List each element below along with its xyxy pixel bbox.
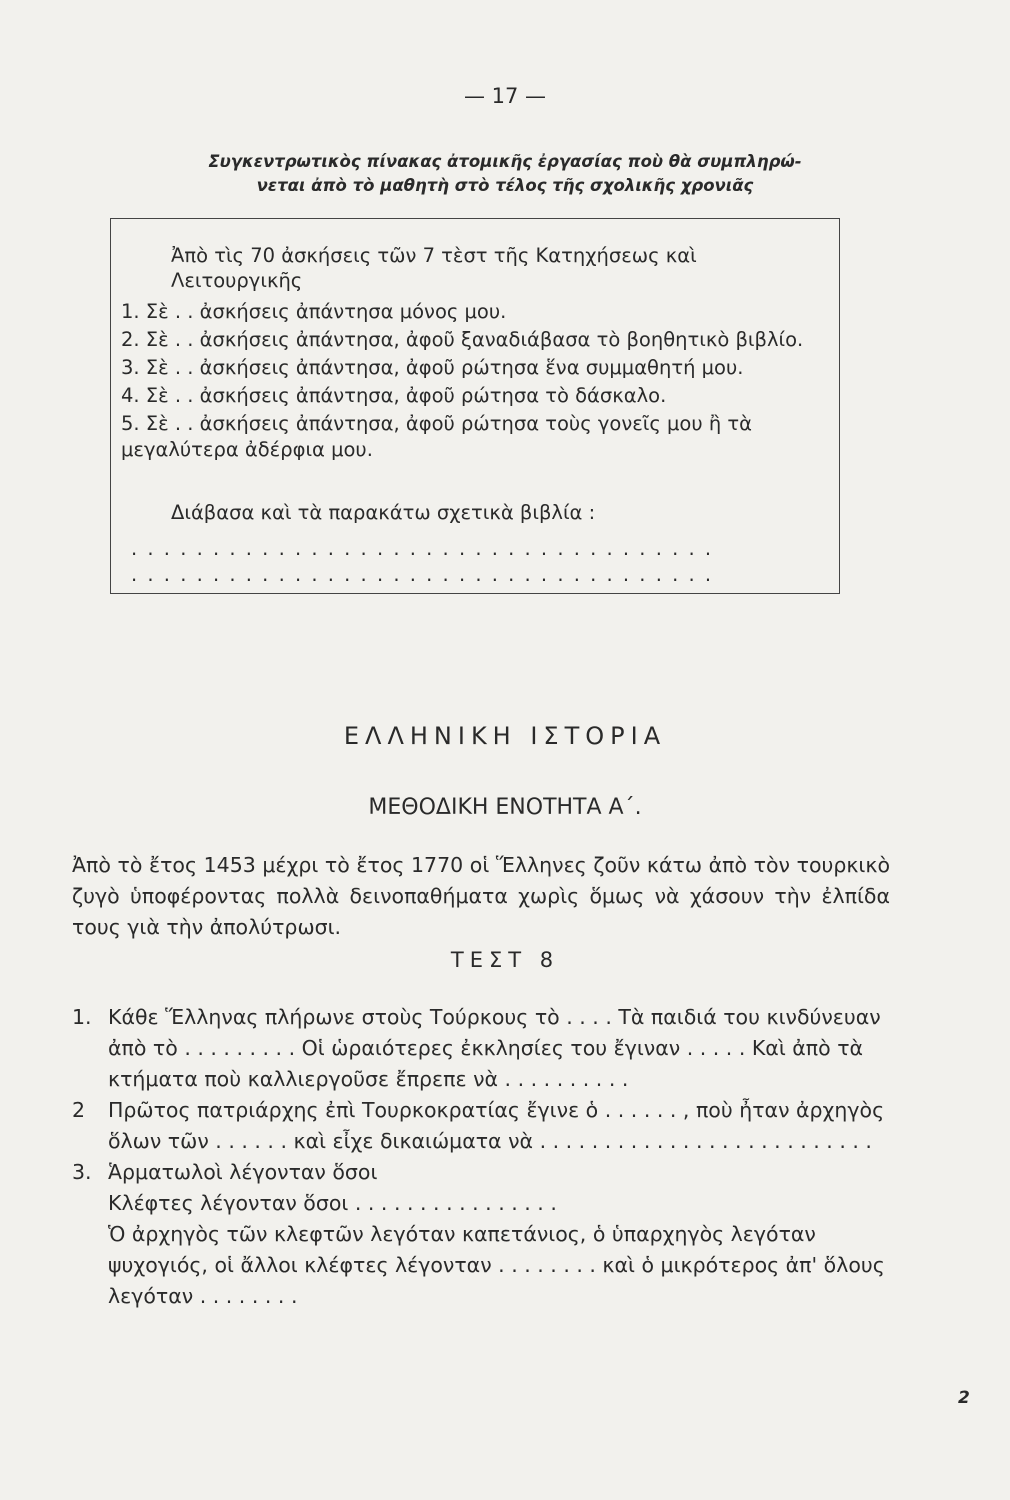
dots-line: . . . . . . . . . . . . . . . . . . . . . . . . . . . . . . . . . . . .	[131, 563, 714, 586]
question	[72, 1157, 890, 1188]
question	[72, 1219, 890, 1312]
summary-intro: Ἀπὸ τὶς 70 ἀσκήσεις τῶν 7 τὲστ τῆς Κατηχήσεως καὶ Λειτουργικῆς	[171, 244, 697, 292]
question-text: Ὁ ἀρχηγὸς τῶν κλεφτῶν λεγόταν καπετάνιος, ὁ ὑπαρχηγὸς λεγόταν ψυχογιός, οἱ ἄλλοι κλέφτες λέγονταν . . . . . . . . καὶ ὁ μικρότερος ἀπ' ὅλους λεγόταν . . . . . . . .	[108, 1222, 885, 1308]
table-header	[95, 150, 915, 198]
question-text: Ἁρματωλοὶ λέγονταν ὅσοι	[108, 1160, 378, 1184]
test-title: ΤΕΣΤ 8	[450, 948, 560, 972]
summary-item: 4. Σὲ . . ἀσκήσεις ἀπάντησα, ἀφοῦ ρώτησα τὸ δάσκαλο.	[121, 384, 667, 407]
question-text: Κάθε Ἕλληνας πλήρωνε στοὺς Τούρκους τὸ . . . . Τὰ παιδιά του κινδύνευαν ἀπὸ τὸ . . . . . . . . . Οἱ ὡραιότερες ἐκκλησίες του ἔγιναν . . . . . Καὶ ἀπὸ τὰ κτήματα ποὺ καλλιεργοῦσε ἔπρεπε νὰ . . . . . . . . . .	[108, 1005, 881, 1091]
summary-item: 5. Σὲ . . ἀσκήσεις ἀπάντησα, ἀφοῦ ρώτησα τοὺς γονεῖς μου ἢ τὰ μεγαλύτερα ἀδέρφια μου.	[121, 412, 752, 461]
header-line-1: Συγκεντρωτικὸς πίνακας ἀτομικῆς ἐργασίας ποὺ θὰ συμπληρώ-	[208, 152, 802, 171]
unit-title: ΜΕΘΟΔΙΚΗ ΕΝΟΤΗΤΑ Α΄.	[368, 795, 642, 820]
summary-item: 3. Σὲ . . ἀσκήσεις ἀπάντησα, ἀφοῦ ρώτησα ἕνα συμμαθητή μου.	[121, 356, 744, 379]
header-line-2: νεται ἀπὸ τὸ μαθητὴ στὸ τέλος τῆς σχολικῆς χρονιᾶς	[256, 176, 754, 195]
page-number: — 17 —	[463, 84, 547, 108]
intro-paragraph: Ἀπὸ τὸ ἔτος 1453 μέχρι τὸ ἔτος 1770 οἱ Ἕλληνες ζοῦν κάτω ἀπὸ τὸν τουρκικὸ ζυγὸ ὑποφέροντας πολλὰ δεινοπαθήματα χωρὶς ὅμως νὰ χάσουν τὴν ἐλπίδα τους γιὰ τὴν ἀπολύτρωσι.	[72, 853, 890, 939]
section-title: ΕΛΛΗΝΙΚΗ ΙΣΤΟΡΙΑ	[343, 722, 667, 750]
question	[72, 1095, 890, 1157]
reading-prompt: Διάβασα καὶ τὰ παρακάτω σχετικὰ βιβλία :	[171, 501, 596, 524]
question	[72, 1188, 890, 1219]
dots-line: . . . . . . . . . . . . . . . . . . . . . . . . . . . . . . . . . . . .	[131, 537, 714, 560]
question	[72, 1002, 890, 1095]
question-number	[72, 1219, 108, 1312]
question-number: 3.	[72, 1160, 92, 1184]
sheet-mark: 2	[958, 1388, 970, 1408]
question-text: Πρῶτος πατριάρχης ἐπὶ Τουρκοκρατίας ἔγινε ὁ . . . . . . , ποὺ ἦταν ἀρχηγὸς ὅλων τῶν . . . . . . καὶ εἶχε δικαιώματα νὰ . . . . . . . . . . . . . . . . . . . . . . . . . .	[108, 1098, 885, 1153]
question-list	[72, 1002, 890, 1312]
summary-list	[121, 299, 821, 465]
question-number: 1.	[72, 1005, 92, 1029]
summary-item: 1. Σὲ . . ἀσκήσεις ἀπάντησα μόνος μου.	[121, 300, 507, 323]
summary-box	[110, 218, 840, 594]
question-number: 2	[72, 1098, 86, 1122]
question-text: Κλέφτες λέγονταν ὅσοι . . . . . . . . . . . . . . . .	[108, 1191, 557, 1215]
question-number	[72, 1188, 108, 1219]
summary-item: 2. Σὲ . . ἀσκήσεις ἀπάντησα, ἀφοῦ ξαναδιάβασα τὸ βοηθητικὸ βιβλίο.	[121, 328, 804, 351]
